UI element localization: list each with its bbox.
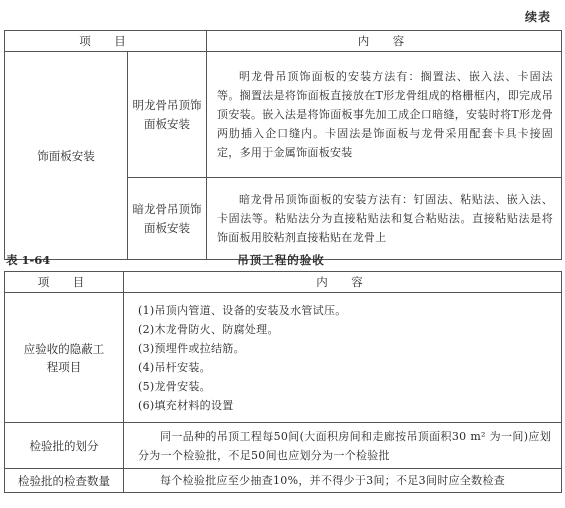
row-item-label: 应验收的隐蔽工程项目 xyxy=(23,341,105,374)
row-content: 同一品种的吊顶工程每50间(大面积房间和走廊按吊顶面积30 m² 为一间)应划分为一个检验批，不足50间也应划分为一个检验批 xyxy=(124,423,562,469)
list-item: (5)龙骨安装。 xyxy=(138,379,211,393)
acceptance-table xyxy=(4,271,562,493)
row-content: 明龙骨吊顶饰面板的安装方法有：搁置法、嵌入法、卡固法等。搁置法是将饰面板直接放在T形龙骨组成的格栅框内，即完成吊顶安装。嵌入法是将饰面板事先加工成企口暗缝，安装时将T形龙骨两肋插入企口缝内。卡固法是饰面板与龙骨采用配套卡具卡接固定，多用于金属饰面板安装 xyxy=(207,52,562,178)
table-row xyxy=(5,293,562,423)
row-sub-label: 明龙骨吊顶饰面板安装 xyxy=(128,52,207,178)
installation-table xyxy=(4,30,562,260)
table-title: 吊顶工程的验收 xyxy=(237,253,325,267)
table-number: 表 1-64 xyxy=(6,253,51,267)
table-header-row xyxy=(5,31,562,52)
continued-label: 续表 xyxy=(524,10,551,24)
row-sub-label: 暗龙骨吊顶饰面板安装 xyxy=(128,178,207,260)
table-caption xyxy=(6,252,556,268)
list-item: (2)木龙骨防火、防腐处理。 xyxy=(138,322,279,336)
header-item: 项 目 xyxy=(5,272,124,293)
table-row xyxy=(5,52,562,178)
list-item: (1)吊顶内管道、设备的安装及水管试压。 xyxy=(138,303,347,317)
row-content: 暗龙骨吊顶饰面板的安装方法有：钉固法、粘贴法、嵌入法、卡固法等。粘贴法分为直接粘贴法和复合粘贴法。直接粘贴法是将饰面板用胶粘剂直接粘贴在龙骨上 xyxy=(207,178,562,260)
list-item: (3)预埋件或拉结筋。 xyxy=(138,341,245,355)
list-item: (4)吊杆安装。 xyxy=(138,360,211,374)
row-item: 检验批的检查数量 xyxy=(5,469,124,493)
row-item: 检验批的划分 xyxy=(5,423,124,469)
header-content: 内 容 xyxy=(124,272,562,293)
header-item: 项 目 xyxy=(5,31,207,52)
list-item: (6)填充材料的设置 xyxy=(138,398,234,412)
table-header-row xyxy=(5,272,562,293)
row-content: 每个检验批应至少抽查10%，并不得少于3间；不足3间时应全数检查 xyxy=(124,469,562,493)
header-content: 内 容 xyxy=(207,31,562,52)
row-content xyxy=(124,293,562,423)
row-item xyxy=(5,293,124,423)
table-row xyxy=(5,423,562,469)
table-row xyxy=(5,469,562,493)
group-label: 饰面板安装 xyxy=(5,52,128,260)
